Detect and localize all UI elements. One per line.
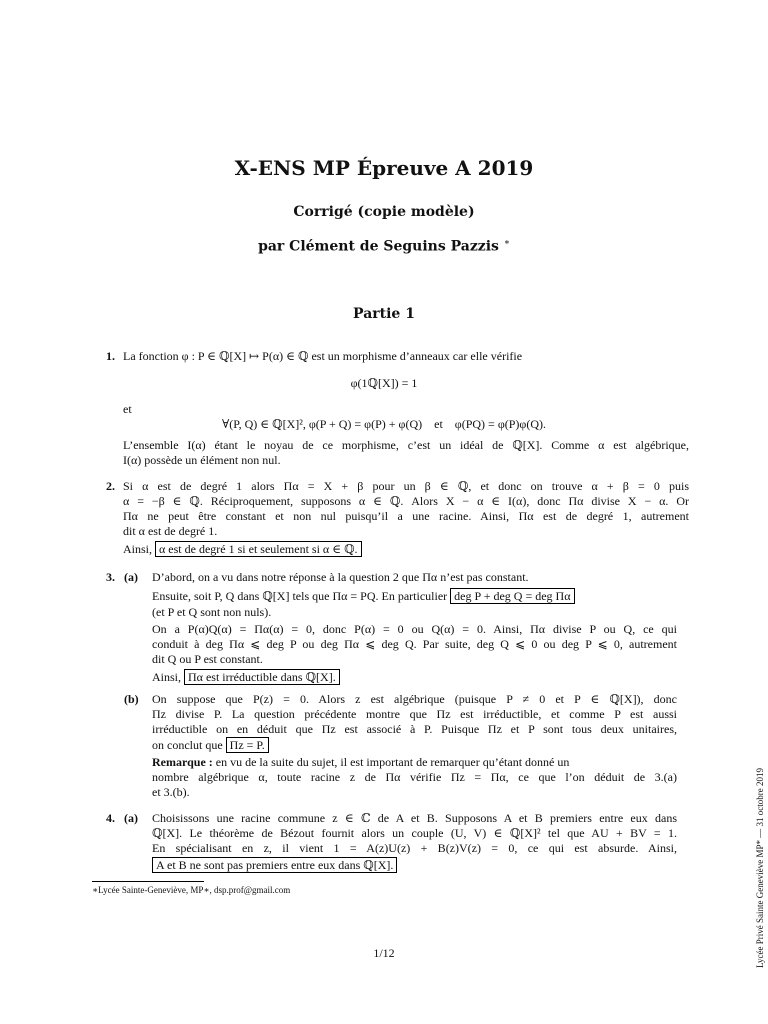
q2-line-1: Si α est de degré 1 alors Πα = X + β pour un β ∈ ℚ, et donc on trouve α + β = 0 puis bbox=[123, 479, 689, 493]
q2-boxed-result: α est de degré 1 si et seulement si α ∈ ℚ. bbox=[155, 541, 362, 557]
q3b-line-4: on conclut que bbox=[152, 738, 223, 752]
q2-line-3: Πα ne peut être constant et non nul puisqu’il a une racine. Ainsi, Πα est de degré 1, autrement bbox=[123, 509, 689, 523]
q4-line-1: Choisissons une racine commune z ∈ ℂ de A et B. Supposons A et B premiers entre eux dans bbox=[152, 811, 677, 825]
question-number: 3. bbox=[106, 570, 115, 584]
subquestion-label-a: (a) bbox=[124, 811, 138, 825]
q3b-line-3: irréductible on en déduit que Πz est associé à P. Puisque Πz et P sont tous deux unitaires, bbox=[152, 722, 677, 736]
q4-line-3: En spécialisant en z, il vient 1 = A(z)U(z) + B(z)V(z) = 0, ce qui est absurde. Ainsi, bbox=[152, 841, 677, 855]
q3a-boxed-degree: deg P + deg Q = deg Πα bbox=[450, 588, 574, 604]
q1-line-2: L’ensemble I(α) étant le noyau de ce morphisme, c’est un idéal de ℚ[X]. Comme α est algébrique, bbox=[123, 438, 689, 452]
subquestion-label-a: (a) bbox=[124, 570, 138, 584]
footnote-rule bbox=[92, 881, 204, 882]
q1-equation-2: ∀(P, Q) ∈ ℚ[X]², φ(P + Q) = φ(P) + φ(Q) et φ(PQ) = φ(P)φ(Q). bbox=[222, 417, 546, 431]
q1-et: et bbox=[123, 402, 132, 416]
q3b-remark bbox=[152, 755, 677, 770]
q3a-line-6: dit Q ou P est constant. bbox=[152, 652, 263, 666]
document-subtitle: Corrigé (copie modèle) bbox=[293, 204, 475, 220]
q3b-line-6: nombre algébrique α, toute racine z de Πα vérifie Πz = Πα, ce que l’on déduit de 3.(a) bbox=[152, 770, 677, 784]
q1-equation-1: φ(1ℚ[X]) = 1 bbox=[350, 376, 418, 390]
q3b-conclusion bbox=[152, 738, 269, 753]
q3b-boxed-result: Πz = P. bbox=[226, 737, 269, 753]
margin-sidebar-text: Lycée Privé Sainte Geneviève MP* — 31 octobre 2019 bbox=[755, 768, 765, 968]
q4-conclusion bbox=[152, 858, 397, 873]
q3b-line-7: et 3.(b). bbox=[152, 785, 190, 799]
q3a-ainsi: Ainsi, bbox=[152, 670, 182, 684]
q3a-line-1: D’abord, on a vu dans notre réponse à la question 2 que Πα n’est pas constant. bbox=[152, 570, 529, 584]
document-title: X-ENS MP Épreuve A 2019 bbox=[234, 156, 534, 180]
q3a-line-5: conduit à deg Πα ⩽ deg P ou deg Πα ⩽ deg Q. Par suite, deg Q ⩽ 0 ou deg P ⩽ 0, autrement bbox=[152, 637, 677, 651]
q3a-line-3: (et P et Q sont non nuls). bbox=[152, 605, 272, 619]
q3a-conclusion bbox=[152, 670, 340, 685]
author-line bbox=[0, 238, 768, 255]
subquestion-label-b: (b) bbox=[124, 692, 139, 706]
footnote: ∗Lycée Sainte-Geneviève, MP∗, dsp.prof@gmail.com bbox=[92, 885, 291, 895]
q3a-boxed-result: Πα est irréductible dans ℚ[X]. bbox=[184, 669, 340, 685]
q2-line-4: dit α est de degré 1. bbox=[123, 524, 218, 538]
q3b-line-1: On suppose que P(z) = 0. Alors z est algébrique (puisque P ≠ 0 et P ∈ ℚ[X]), donc bbox=[152, 692, 677, 706]
question-number: 4. bbox=[106, 811, 115, 825]
q3a-line-2 bbox=[152, 589, 575, 604]
q4-line-2: ℚ[X]. Le théorème de Bézout fournit alors un couple (U, V) ∈ ℚ[X]² tel que AU + BV = 1. bbox=[152, 826, 677, 840]
remark-label: Remarque : bbox=[152, 755, 213, 769]
section-heading: Partie 1 bbox=[353, 306, 415, 322]
q3b-line-5: en vu de la suite du sujet, il est important de remarquer qu’étant donné un bbox=[215, 755, 570, 769]
q2-conclusion bbox=[123, 542, 362, 557]
question-number: 2. bbox=[106, 479, 115, 493]
q2-line-2: α = −β ∈ ℚ. Réciproquement, supposons α ∈ ℚ. Alors X − α ∈ I(α), donc Πα divise X − α. Or bbox=[123, 494, 689, 508]
q1-line-1: La fonction φ : P ∈ ℚ[X] ↦ P(α) ∈ ℚ est un morphisme d’anneaux car elle vérifie bbox=[123, 349, 523, 363]
q3b-line-2: Πz divise P. La question précédente montre que Πz est irréductible, et comme P est aussi bbox=[152, 707, 677, 721]
author-name: par Clément de Seguins Pazzis bbox=[258, 238, 499, 255]
q1-line-3: I(α) possède un élément non nul. bbox=[123, 453, 281, 467]
question-number: 1. bbox=[106, 349, 115, 363]
q3a-line-4: On a P(α)Q(α) = Πα(α) = 0, donc P(α) = 0 ou Q(α) = 0. Ainsi, Πα divise P ou Q, ce qui bbox=[152, 622, 677, 636]
q3a-line-2-text: Ensuite, soit P, Q dans ℚ[X] tels que Πα = PQ. En particulier bbox=[152, 589, 448, 603]
q4-boxed-result: A et B ne sont pas premiers entre eux dans ℚ[X]. bbox=[152, 857, 397, 873]
page-number: 1/12 bbox=[373, 946, 395, 960]
footnote-marker: ∗ bbox=[503, 238, 510, 248]
q2-ainsi: Ainsi, bbox=[123, 542, 153, 556]
